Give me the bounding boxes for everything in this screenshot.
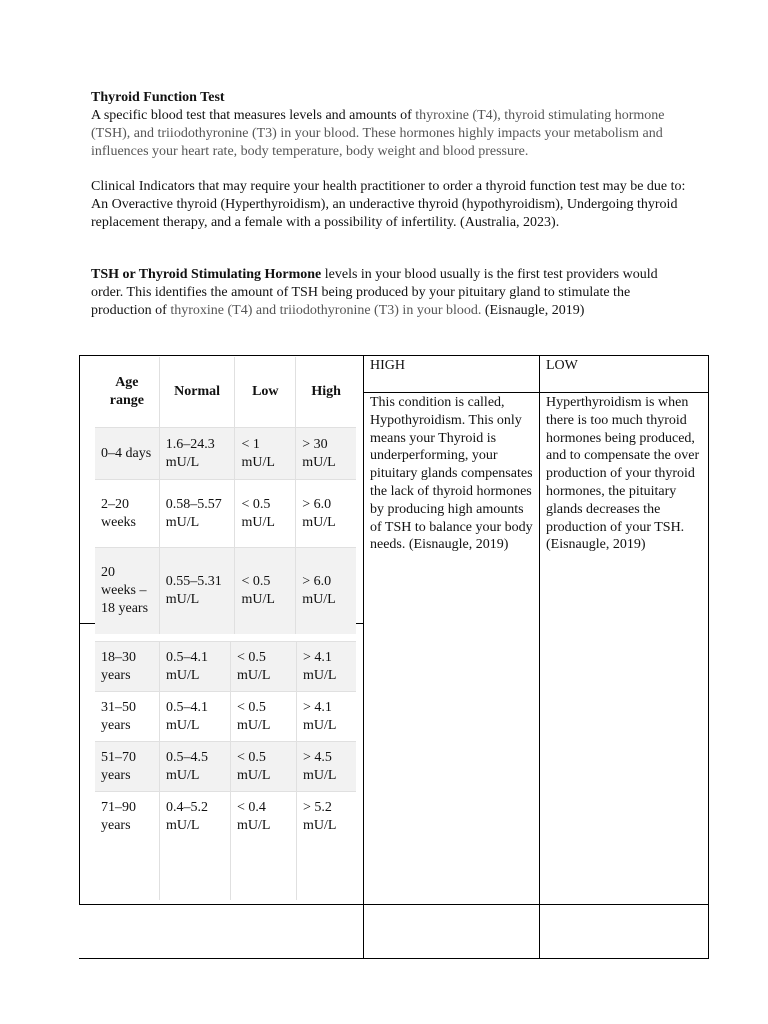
header-high: High — [311, 384, 341, 399]
low-cell: < 0.4 mU/L — [231, 792, 297, 900]
intro-text-b: thyroxine (T4), thyroid stimulating hormone (TSH), and triiodothyronine (T3) in your blood. These hormones highly impacts your metabolism and influences your heart rate, body temperature, body weight and blood pressure. — [91, 108, 665, 159]
age-cell: 31–50 years — [95, 692, 160, 742]
low-description: Hyperthyroidism is when there is too much thyroid hormones being produced, and to compensate the over production of your thyroid hormones, the pituitary glands decreases the production of your TSH. (Eisnaugle, 2019) — [546, 395, 700, 553]
page-title: Thyroid Function Test — [91, 90, 225, 105]
intro-paragraph-2: Clinical Indicators that may require your health practitioner to order a thyroid function test may be due to: An Overactive thyroid (Hyperthyroidism), an underactive thyroid (hypothyroidism), Undergoing thyroid replacement therapy, and a female with a possibility of infertility. (Australia, 2023). — [91, 179, 686, 230]
high-description: This condition is called, Hypothyroidism. This only means your Thyroid is underperforming, your pituitary glands compensates the lack of thyroid hormones by producing high amounts of TSH to balance your body needs. (Eisnaugle, 2019) — [370, 395, 533, 553]
high-cell: > 4.5 mU/L — [297, 742, 357, 792]
header-normal: Normal — [159, 357, 235, 428]
table-divider-1 — [363, 355, 364, 959]
normal-cell: 0.4–5.2 mU/L — [160, 792, 231, 900]
high-cell: > 4.1 mU/L — [297, 692, 357, 742]
high-cell: > 5.2 mU/L — [297, 792, 357, 900]
high-column-header: HIGH — [370, 358, 405, 373]
table-row — [95, 480, 356, 548]
low-cell: < 0.5 mU/L — [235, 480, 296, 548]
normal-cell: 0.5–4.5 mU/L — [160, 742, 231, 792]
tsh-text-a: levels in your blood usually is the first test providers would order. This identifies the amount of TSH being produced by your pituitary gland to stimulate the production of — [91, 267, 658, 318]
intro-text-a: A specific blood test that measures levels and amounts of — [91, 108, 416, 123]
table-row — [95, 692, 356, 742]
tsh-ranges-table-infant — [95, 357, 356, 634]
age-cell: 0–4 days — [95, 428, 159, 480]
normal-cell: 0.5–4.1 mU/L — [160, 642, 231, 692]
tsh-text-grey: thyroxine (T4) and triiodothyronine (T3) in your blood. — [170, 303, 482, 318]
tsh-heading: TSH or Thyroid Stimulating Hormone — [91, 267, 322, 282]
bottom-row-line — [79, 904, 709, 905]
table-row — [95, 642, 356, 692]
age-cell: 71–90 years — [95, 792, 160, 900]
low-column-header: LOW — [546, 358, 578, 373]
header-row-line — [363, 392, 709, 393]
header-low: Low — [235, 357, 296, 428]
low-cell: < 0.5 mU/L — [231, 692, 297, 742]
table-border-right — [708, 355, 709, 959]
table-row — [95, 792, 356, 900]
normal-cell: 0.58–5.57 mU/L — [159, 480, 235, 548]
age-cell: 20 weeks – 18 years — [95, 548, 159, 634]
age-cell: 2–20 weeks — [95, 480, 159, 548]
intro-paragraph-1 — [91, 89, 691, 161]
low-cell: < 1 mU/L — [235, 428, 296, 480]
age-cell: 51–70 years — [95, 742, 160, 792]
table-divider-2 — [539, 355, 540, 959]
normal-cell: 1.6–24.3 mU/L — [159, 428, 235, 480]
low-cell: < 0.5 mU/L — [235, 548, 296, 634]
high-cell: > 30 mU/L — [296, 428, 356, 480]
tsh-ranges-table-adult — [95, 641, 356, 900]
table-row — [95, 428, 356, 480]
low-cell: < 0.5 mU/L — [231, 742, 297, 792]
low-cell: < 0.5 mU/L — [231, 642, 297, 692]
normal-cell: 0.5–4.1 mU/L — [160, 692, 231, 742]
high-cell: > 6.0 mU/L — [296, 548, 356, 634]
table-border-bottom — [79, 958, 709, 959]
intro-paragraph-3 — [91, 266, 691, 320]
high-cell: > 6.0 mU/L — [296, 480, 356, 548]
table-border-top — [79, 355, 709, 356]
normal-cell: 0.55–5.31 mU/L — [159, 548, 235, 634]
age-cell: 18–30 years — [95, 642, 160, 692]
tsh-text-c: (Eisnaugle, 2019) — [481, 303, 585, 318]
high-cell: > 4.1 mU/L — [297, 642, 357, 692]
header-age-range: Age range — [95, 357, 159, 428]
table-row — [95, 742, 356, 792]
table-border-left — [79, 355, 80, 904]
table-row — [95, 548, 356, 634]
